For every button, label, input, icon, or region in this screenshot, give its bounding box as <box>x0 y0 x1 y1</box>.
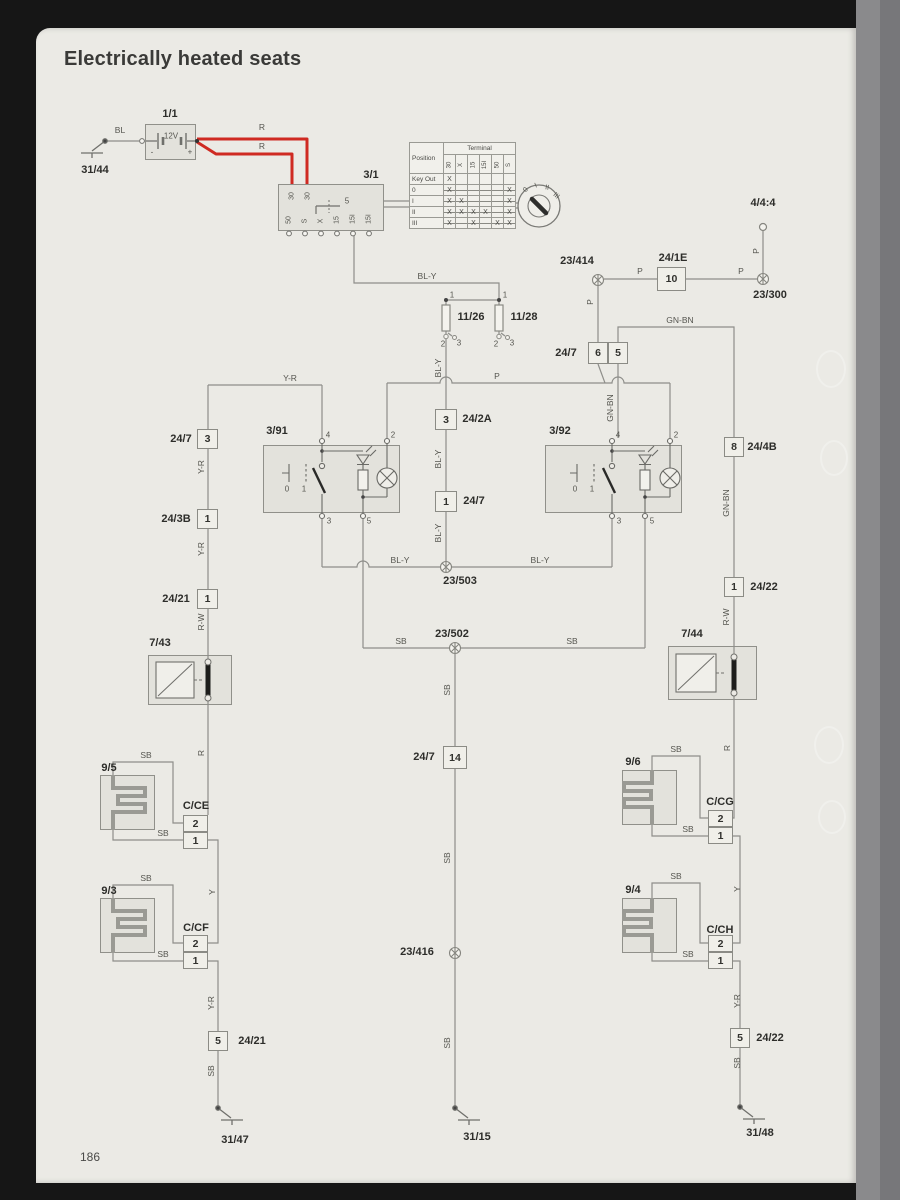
connector-24-4B-pin8: 8 <box>724 437 744 457</box>
wire-label-y-r: Y-R <box>732 994 742 1008</box>
heating-element-icon-9-5 <box>113 775 145 830</box>
switch-position-label: 1 <box>301 484 307 494</box>
splice-icon-23-300 <box>758 274 769 285</box>
heating-element-icon-9-3 <box>113 898 145 953</box>
wire-label-bl-y: BL-Y <box>433 523 443 543</box>
junction-dot <box>497 298 501 302</box>
wire-label-r: R <box>196 749 206 757</box>
label-connector-24-7-mid: 24/7 <box>463 495 485 507</box>
label-switch-3-91: 3/91 <box>266 425 288 437</box>
led-icon <box>639 446 658 465</box>
connector-24-3B-pin1: 1 <box>197 509 218 529</box>
switch-pin-label: 3 <box>326 516 332 526</box>
resistor-icon <box>640 470 650 490</box>
label-splice-23-503: 23/503 <box>443 575 477 587</box>
label-connector-24-22-bottom: 24/22 <box>756 1032 784 1044</box>
indicator-lamp-icon <box>377 468 397 488</box>
label-ground-31-44: 31/44 <box>81 164 109 176</box>
label-splice-23-416: 23/416 <box>400 946 434 958</box>
wire-label-y-r: Y-R <box>196 460 206 474</box>
splice-icon-23-416 <box>450 948 461 959</box>
label-connector-4-4-4: 4/4:4 <box>750 197 776 209</box>
label-connector-24-21-bottom: 24/21 <box>238 1035 266 1047</box>
wire-label-bl-y: BL-Y <box>433 358 443 378</box>
wire-label-sb: SB <box>442 852 452 864</box>
wire-label-r: R <box>258 141 266 151</box>
wire-label-gn-bn: GN-BN <box>605 394 615 422</box>
label-element-9-3: 9/3 <box>101 885 117 897</box>
label-connector-c-ch: C/CH <box>706 924 734 936</box>
wire-label-sb: SB <box>157 828 169 838</box>
splice-icon-23-414 <box>593 275 604 286</box>
terminal-table: Position Terminal 30 X 15 15I 50 S Key Out X 0 X X I X X X II X X X X X III X X X X <box>409 142 516 229</box>
thermostat-icon-7-43 <box>156 659 211 701</box>
ignition-inner-label: 5 <box>344 196 350 206</box>
fuse-pin-label: 2 <box>493 339 499 349</box>
connector-24-7-pin5: 5 <box>608 342 628 364</box>
ignition-terminal-label: 15I <box>349 214 357 224</box>
splice-icon-23-503 <box>441 562 452 573</box>
switch-position-label: 0 <box>572 484 578 494</box>
wire-label-bl-y: BL-Y <box>433 449 443 469</box>
ground-icon-31-44 <box>81 139 107 158</box>
splice-icon-23-502 <box>450 643 461 654</box>
wire-label-p: P <box>751 248 761 254</box>
label-heater-7-44: 7/44 <box>681 628 703 640</box>
connector-c-cf-pin1: 1 <box>183 952 208 969</box>
label-connector-24-21-top: 24/21 <box>162 593 190 605</box>
ignition-terminal-table <box>409 142 516 229</box>
label-splice-23-502: 23/502 <box>435 628 469 640</box>
wire-label-gn-bn: GN-BN <box>721 489 731 517</box>
label-element-9-5: 9/5 <box>101 762 117 774</box>
label-connector-c-ce: C/CE <box>182 800 210 812</box>
connector-24-21-pin1: 1 <box>197 589 218 609</box>
wire-label-sb: SB <box>395 636 407 646</box>
wire-label-y-r: Y-R <box>283 373 297 383</box>
label-battery: 1/1 <box>162 108 178 120</box>
label-switch-3-92: 3/92 <box>549 425 571 437</box>
label-connector-24-1E: 24/1E <box>658 252 688 264</box>
wire-label-sb: SB <box>442 1037 452 1049</box>
wire-label-r: R <box>258 122 266 132</box>
lock-position-label: II <box>544 184 550 192</box>
connector-4-4-4-terminal <box>760 224 767 231</box>
ignition-terminal-label: 15 <box>333 216 341 224</box>
connector-c-ch-pin2: 2 <box>708 935 733 952</box>
lock-position-label: III <box>551 191 561 201</box>
wire-label-y-r: Y-R <box>206 996 216 1010</box>
fuse-pin-label: 2 <box>440 339 446 349</box>
heating-element-icon-9-6 <box>624 770 652 825</box>
label-splice-23-300: 23/300 <box>753 289 787 301</box>
battery-plus-label: + <box>187 147 193 157</box>
wire-label-bl: BL <box>114 125 126 135</box>
wire-label-y: Y <box>732 886 742 892</box>
connector-c-cg-pin2: 2 <box>708 810 733 827</box>
connector-c-ce-pin1: 1 <box>183 832 208 849</box>
connector-c-cf-pin2: 2 <box>183 935 208 952</box>
label-element-9-4: 9/4 <box>625 884 641 896</box>
ground-icon-31-15 <box>453 1106 480 1125</box>
battery-minus-label: - <box>150 147 154 157</box>
heating-element-icon-9-4 <box>624 898 652 953</box>
lock-position-label: 0 <box>522 186 530 194</box>
ground-icon-31-48 <box>738 1105 765 1124</box>
label-element-9-6: 9/6 <box>625 756 641 768</box>
wire-label-y: Y <box>207 889 217 895</box>
label-connector-24-4B: 24/4B <box>747 441 777 453</box>
wire-label-bl-y: BL-Y <box>417 271 437 281</box>
battery-voltage-label: 12V <box>163 131 179 141</box>
label-connector-c-cg: C/CG <box>706 796 734 808</box>
label-ground-31-47: 31/47 <box>221 1134 249 1146</box>
wire-label-sb: SB <box>682 949 694 959</box>
connector-24-7-pin3: 3 <box>197 429 218 449</box>
thermostat-icon-7-44 <box>676 654 737 696</box>
label-connector-24-7-pin14: 24/7 <box>413 751 435 763</box>
switch-pin-label: 5 <box>649 516 655 526</box>
connector-24-7-pin14: 14 <box>443 746 467 769</box>
wire-label-p: P <box>585 299 595 305</box>
ignition-terminal-label: 15I <box>365 214 373 224</box>
label-connector-c-cf: C/CF <box>183 922 209 934</box>
label-connector-24-2A: 24/2A <box>462 413 492 425</box>
connector-24-1E-pin10: 10 <box>657 267 686 291</box>
label-ignition: 3/1 <box>363 169 379 181</box>
connector-c-ce-pin2: 2 <box>183 815 208 832</box>
wire-label-sb: SB <box>670 744 682 754</box>
fuse-pin-label: 3 <box>509 338 515 348</box>
ignition-terminal-label: 30 <box>288 192 296 200</box>
label-fuse-11-26: 11/26 <box>457 311 485 323</box>
label-connector-24-3B: 24/3B <box>161 513 191 525</box>
label-connector-24-7-left: 24/7 <box>170 433 192 445</box>
wire-label-sb: SB <box>682 824 694 834</box>
switch-pin-label: 5 <box>366 516 372 526</box>
seat-switch-left-icon <box>282 439 397 519</box>
switch-position-label: 1 <box>589 484 595 494</box>
ignition-terminal-label: 50 <box>285 216 293 224</box>
switch-position-label: 0 <box>284 484 290 494</box>
ignition-switch-icon <box>287 200 372 236</box>
indicator-lamp-icon <box>660 468 680 488</box>
wire-label-p: P <box>738 266 744 276</box>
wire-label-p: P <box>494 371 500 381</box>
wire-label-gn-bn: GN-BN <box>666 315 694 325</box>
wire-label-sb: SB <box>442 684 452 696</box>
wire-label-sb: SB <box>670 871 682 881</box>
junction-dot <box>444 298 448 302</box>
wire-label-r-w: R-W <box>196 613 206 631</box>
page-number: 186 <box>80 1150 101 1164</box>
red-power-wires <box>197 139 307 184</box>
resistor-icon <box>358 470 368 490</box>
seat-switch-right-icon <box>570 439 680 519</box>
ignition-terminal-label: S <box>301 218 309 224</box>
label-splice-23-414: 23/414 <box>560 255 594 267</box>
connector-c-cg-pin1: 1 <box>708 827 733 844</box>
page-title: Electrically heated seats <box>64 48 302 70</box>
wire-label-bl-y: BL-Y <box>530 555 550 565</box>
ignition-terminal-label: X <box>317 218 325 224</box>
wire-label-sb: SB <box>157 949 169 959</box>
fuse-pin-label: 1 <box>502 290 508 300</box>
wire-label-r: R <box>722 744 732 752</box>
wire-label-sb: SB <box>140 750 152 760</box>
connector-24-22-pin5: 5 <box>730 1028 750 1048</box>
led-icon <box>357 446 376 465</box>
ground-icon-31-47 <box>216 1106 243 1125</box>
wire-label-bl-y: BL-Y <box>390 555 410 565</box>
switch-pin-label: 4 <box>325 430 331 440</box>
connector-24-22-pin1: 1 <box>724 577 744 597</box>
wire-label-sb: SB <box>732 1057 742 1069</box>
label-ground-31-48: 31/48 <box>746 1127 774 1139</box>
switch-pin-label: 2 <box>673 430 679 440</box>
wire-label-sb: SB <box>140 873 152 883</box>
label-connector-24-22-mid: 24/22 <box>750 581 778 593</box>
label-ground-31-15: 31/15 <box>463 1131 491 1143</box>
splice-icons <box>441 274 769 959</box>
wire-label-p: P <box>637 266 643 276</box>
fuse-pin-label: 3 <box>456 338 462 348</box>
wire-label-sb: SB <box>206 1065 216 1077</box>
connector-24-7-pin1: 1 <box>435 491 457 512</box>
switch-pin-label: 2 <box>390 430 396 440</box>
connector-24-7-pin6: 6 <box>588 342 608 364</box>
wire-label-y-r: Y-R <box>196 542 206 556</box>
lock-position-label: I <box>533 182 539 190</box>
fuse-pin-label: 1 <box>449 290 455 300</box>
ignition-terminal-label: 30 <box>304 192 312 200</box>
label-heater-7-43: 7/43 <box>149 637 171 649</box>
wire-label-r-w: R-W <box>721 608 731 626</box>
switch-pin-label: 4 <box>615 430 621 440</box>
label-fuse-11-28: 11/28 <box>510 311 538 323</box>
label-connector-24-7-top: 24/7 <box>555 347 577 359</box>
connector-24-21-pin5: 5 <box>208 1031 228 1051</box>
connector-24-2A-pin3: 3 <box>435 409 457 430</box>
wire-label-sb: SB <box>566 636 578 646</box>
connector-c-ch-pin1: 1 <box>708 952 733 969</box>
switch-pin-label: 3 <box>616 516 622 526</box>
